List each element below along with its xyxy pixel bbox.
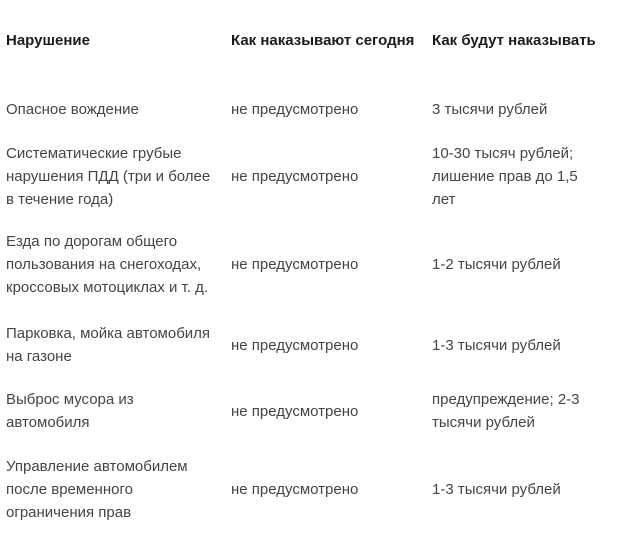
table-row: [0, 138, 621, 214]
header-violation: Нарушение: [6, 31, 90, 49]
cell-future-penalty: предупреждение; 2-3 тысячи рублей: [432, 391, 580, 431]
cell-future-penalty: 3 тысячи рублей: [432, 100, 548, 118]
cell-violation: Систематические грубые нарушения ПДД (три и более в течение года): [6, 144, 211, 208]
cell-violation: Выброс мусора из автомобиля: [6, 391, 134, 431]
cell-future-penalty: 10-30 тысяч рублей; лишение прав до 1,5 лет: [432, 144, 578, 208]
table-row: [0, 80, 621, 138]
cell-violation: Езда по дорогам общего пользования на снегоходах, кроссовых мотоциклах и т. д.: [6, 232, 209, 296]
cell-violation: Парковка, мойка автомобиля на газоне: [6, 325, 211, 365]
table-row: [0, 214, 621, 314]
table-row: [0, 446, 621, 532]
cell-violation: Управление автомобилем после временного ограничения прав: [6, 457, 188, 521]
cell-current-penalty: не предусмотрено: [231, 100, 359, 118]
table-header-row: [0, 0, 621, 80]
table-row: [0, 314, 621, 376]
header-current-penalty: Как наказывают сегодня: [231, 31, 415, 49]
cell-current-penalty: не предусмотрено: [231, 255, 359, 273]
cell-current-penalty: не предусмотрено: [231, 336, 359, 354]
cell-future-penalty: 1-3 тысячи рублей: [432, 336, 561, 354]
cell-current-penalty: не предусмотрено: [231, 402, 359, 420]
table-row: [0, 376, 621, 446]
header-future-penalty: Как будут наказывать: [432, 31, 596, 49]
cell-violation: Опасное вождение: [6, 100, 139, 118]
cell-future-penalty: 1-2 тысячи рублей: [432, 255, 561, 273]
cell-current-penalty: не предусмотрено: [231, 480, 359, 498]
cell-future-penalty: 1-3 тысячи рублей: [432, 480, 561, 498]
cell-current-penalty: не предусмотрено: [231, 167, 359, 185]
